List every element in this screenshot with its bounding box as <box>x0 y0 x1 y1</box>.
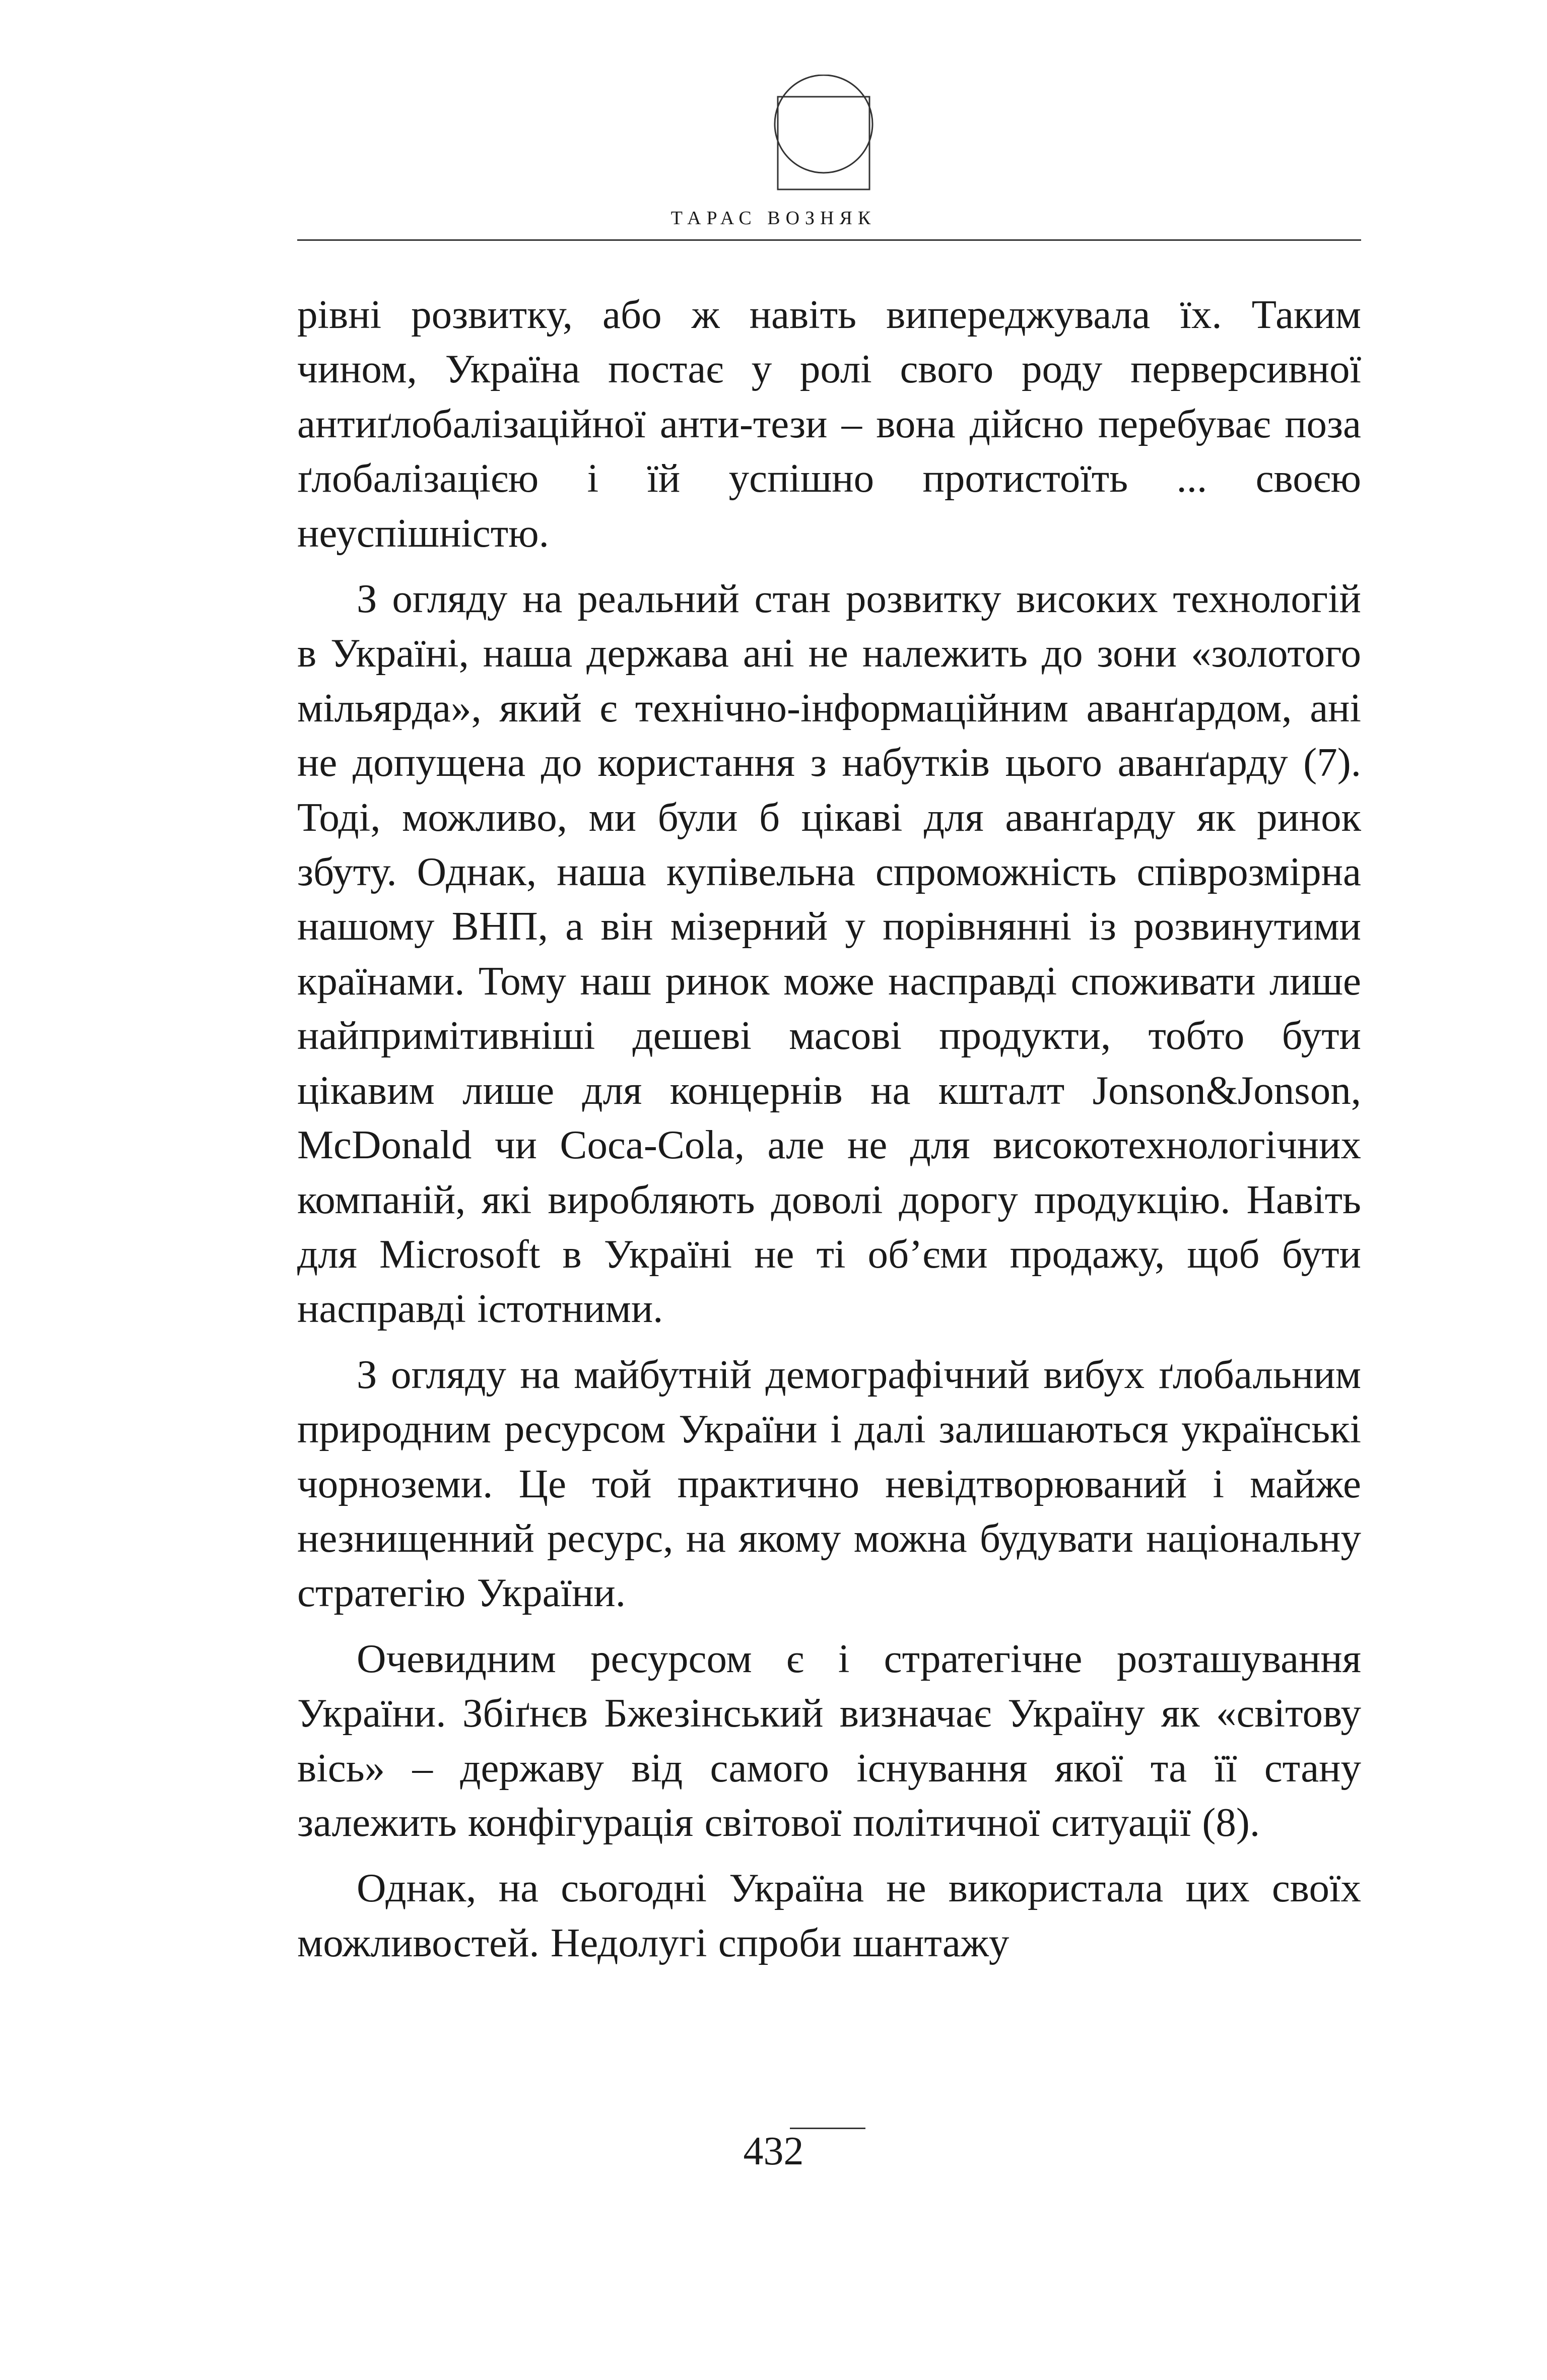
paragraph-3: З огляду на майбутній демографічний вибух ґлобальним природним ресурсом України і далі залишаються українські чорноземи. Це той практично невідтворюваний і майже незнищенний ресурс, на якому можна будувати національну стратегію України. <box>297 1351 1361 1616</box>
paragraph-2: З огляду на реальний стан розвитку високих технологій в Україні, наша держава ані не належить до зони «золотого мільярда», який є технічно-інформаційним аванґардом, ані не допущена до користання з набутків цього аванґарду (7). Тоді, можливо, ми були б цікаві для аванґарду як ринок збуту. Однак, наша купівельна спроможність співрозмірна нашому ВНП, а він мізерний у порівнянні із розвинутими країнами. Тому наш ринок може насправді споживати лише найпримітивніші дешеві масові продукти, тобто бути цікавим лише для концернів на кшталт Jonson&Jonson, McDonald чи Coca-Cola, але не для високотехнологічних компаній, які виробляють доволі дорогу продукцію. Навіть для Microsoft в Україні не ті об’єми продажу, щоб бути насправді істотними. <box>297 576 1361 1332</box>
body-text <box>297 287 1361 1970</box>
page-number: 432 <box>743 2129 804 2173</box>
running-head-author: ТАРАС ВОЗНЯК <box>670 208 877 229</box>
paragraph-1: рівні розвитку, або ж навіть випереджувала їх. Таким чином, Україна постає у ролі свого роду перверсивної антиґлобалізаційної анти-тези – вона дійсно перебуває поза ґлобалізацією і їй успішно протистоїть ... своєю неуспішністю. <box>297 292 1361 556</box>
header-divider <box>297 239 1361 241</box>
paragraph-4: Очевидним ресурсом є і стратегічне розташування України. Збіґнєв Бжезінський визначає Україну як «світову вісь» – державу від самого існування якої та її стану залежить конфігурація світової політичної ситуації (8). <box>297 1635 1361 1845</box>
author-emblem-icon <box>769 75 878 190</box>
paragraph-5: Однак, на сьогодні Україна не використала цих своїх можливостей. Недолугі спроби шантажу <box>297 1865 1361 1965</box>
